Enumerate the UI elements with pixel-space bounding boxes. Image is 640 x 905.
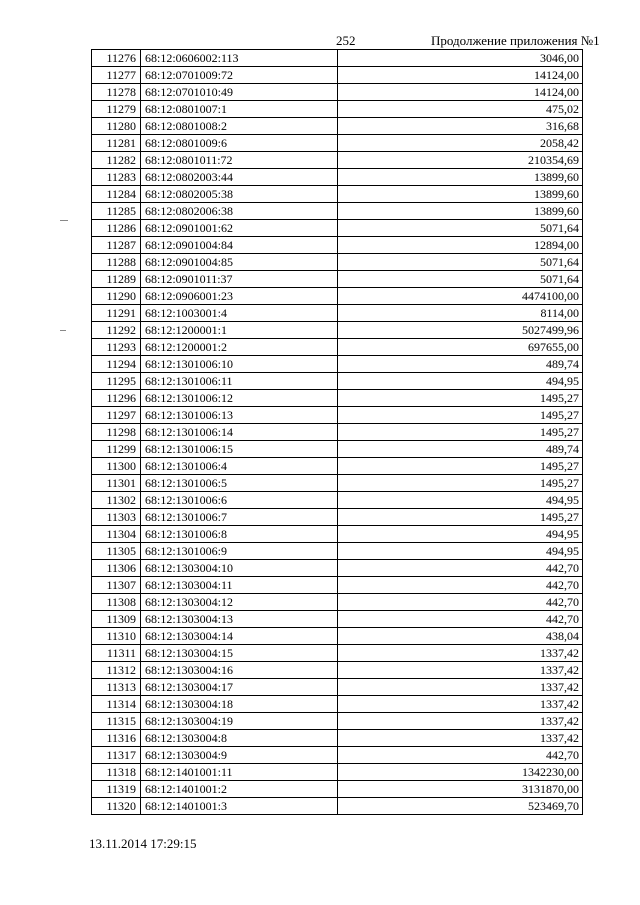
table-row	[92, 577, 583, 594]
cadastral-value-cell: 13899,60	[338, 203, 583, 220]
row-number-cell: 11278	[92, 84, 141, 101]
cadastral-number-cell: 68:12:0901004:85	[141, 254, 338, 271]
row-number-cell: 11314	[92, 696, 141, 713]
cadastral-value-cell: 12894,00	[338, 237, 583, 254]
cadastral-number-cell: 68:12:0802003:44	[141, 169, 338, 186]
cadastral-value-cell: 5071,64	[338, 271, 583, 288]
table-row	[92, 373, 583, 390]
cadastral-value-cell: 1495,27	[338, 509, 583, 526]
cadastral-value-cell: 489,74	[338, 356, 583, 373]
row-number-cell: 11296	[92, 390, 141, 407]
cadastral-number-cell: 68:12:0801007:1	[141, 101, 338, 118]
row-number-cell: 11308	[92, 594, 141, 611]
table-row	[92, 628, 583, 645]
table-row	[92, 730, 583, 747]
table-row	[92, 509, 583, 526]
row-number-cell: 11309	[92, 611, 141, 628]
cadastral-number-cell: 68:12:0801011:72	[141, 152, 338, 169]
cadastral-number-cell: 68:12:1301006:7	[141, 509, 338, 526]
cadastral-value-cell: 438,04	[338, 628, 583, 645]
row-number-cell: 11306	[92, 560, 141, 577]
cadastral-number-cell: 68:12:1303004:19	[141, 713, 338, 730]
cadastral-value-cell: 316,68	[338, 118, 583, 135]
row-number-cell: 11298	[92, 424, 141, 441]
cadastral-value-cell: 1337,42	[338, 662, 583, 679]
cadastral-value-cell: 5027499,96	[338, 322, 583, 339]
cadastral-value-cell: 4474100,00	[338, 288, 583, 305]
table-row	[92, 441, 583, 458]
cadastral-number-cell: 68:12:1303004:13	[141, 611, 338, 628]
row-number-cell: 11312	[92, 662, 141, 679]
cadastral-number-cell: 68:12:1303004:12	[141, 594, 338, 611]
cadastral-value-cell: 1495,27	[338, 475, 583, 492]
row-number-cell: 11277	[92, 67, 141, 84]
cadastral-number-cell: 68:12:1301006:13	[141, 407, 338, 424]
cadastral-value-cell: 697655,00	[338, 339, 583, 356]
cadastral-number-cell: 68:12:0801009:6	[141, 135, 338, 152]
cadastral-number-cell: 68:12:1303004:15	[141, 645, 338, 662]
cadastral-value-cell: 2058,42	[338, 135, 583, 152]
row-number-cell: 11299	[92, 441, 141, 458]
row-number-cell: 11320	[92, 798, 141, 815]
cadastral-value-cell: 210354,69	[338, 152, 583, 169]
cadastral-number-cell: 68:12:1303004:17	[141, 679, 338, 696]
row-number-cell: 11293	[92, 339, 141, 356]
table-row	[92, 356, 583, 373]
cadastral-number-cell: 68:12:1303004:11	[141, 577, 338, 594]
cadastral-number-cell: 68:12:1301006:11	[141, 373, 338, 390]
cadastral-number-cell: 68:12:1303004:16	[141, 662, 338, 679]
row-number-cell: 11300	[92, 458, 141, 475]
table-row	[92, 322, 583, 339]
cadastral-number-cell: 68:12:0801008:2	[141, 118, 338, 135]
table-row	[92, 645, 583, 662]
row-number-cell: 11305	[92, 543, 141, 560]
table-row	[92, 458, 583, 475]
cadastral-number-cell: 68:12:0906001:23	[141, 288, 338, 305]
table-row	[92, 475, 583, 492]
row-number-cell: 11315	[92, 713, 141, 730]
cadastral-value-cell: 5071,64	[338, 254, 583, 271]
cadastral-value-cell: 1495,27	[338, 458, 583, 475]
page-number: 252	[336, 33, 356, 48]
cadastral-value-cell: 442,70	[338, 577, 583, 594]
table-row	[92, 560, 583, 577]
cadastral-value-cell: 1495,27	[338, 424, 583, 441]
cadastral-number-cell: 68:12:0701009:72	[141, 67, 338, 84]
cadastral-number-cell: 68:12:0701010:49	[141, 84, 338, 101]
cadastral-number-cell: 68:12:1303004:18	[141, 696, 338, 713]
table-row	[92, 611, 583, 628]
row-number-cell: 11290	[92, 288, 141, 305]
cadastral-value-cell: 14124,00	[338, 84, 583, 101]
cadastral-number-cell: 68:12:1301006:8	[141, 526, 338, 543]
cadastral-value-cell: 1495,27	[338, 390, 583, 407]
row-number-cell: 11287	[92, 237, 141, 254]
row-number-cell: 11280	[92, 118, 141, 135]
cadastral-value-cell: 1495,27	[338, 407, 583, 424]
row-number-cell: 11302	[92, 492, 141, 509]
row-number-cell: 11304	[92, 526, 141, 543]
table-row	[92, 713, 583, 730]
cadastral-number-cell: 68:12:1301006:6	[141, 492, 338, 509]
table-row	[92, 696, 583, 713]
row-number-cell: 11313	[92, 679, 141, 696]
cadastral-number-cell: 68:12:1301006:5	[141, 475, 338, 492]
cadastral-value-cell: 13899,60	[338, 169, 583, 186]
table-row	[92, 764, 583, 781]
cadastral-value-cell: 442,70	[338, 747, 583, 764]
cadastral-number-cell: 68:12:0901001:62	[141, 220, 338, 237]
row-number-cell: 11276	[92, 50, 141, 67]
cadastral-number-cell: 68:12:1401001:3	[141, 798, 338, 815]
table-row	[92, 271, 583, 288]
cadastral-value-cell: 1337,42	[338, 713, 583, 730]
table-row	[92, 84, 583, 101]
table-body	[92, 50, 583, 815]
cadastral-number-cell: 68:12:0802005:38	[141, 186, 338, 203]
table-row	[92, 424, 583, 441]
cadastral-number-cell: 68:12:1301006:9	[141, 543, 338, 560]
table-row	[92, 492, 583, 509]
row-number-cell: 11310	[92, 628, 141, 645]
cadastral-value-cell: 442,70	[338, 594, 583, 611]
table-row	[92, 220, 583, 237]
scan-artifact	[60, 330, 66, 331]
cadastral-value-cell: 5071,64	[338, 220, 583, 237]
cadastral-value-cell: 489,74	[338, 441, 583, 458]
row-number-cell: 11297	[92, 407, 141, 424]
cadastral-number-cell: 68:12:1303004:14	[141, 628, 338, 645]
table-row	[92, 50, 583, 67]
row-number-cell: 11284	[92, 186, 141, 203]
cadastral-number-cell: 68:12:1401001:11	[141, 764, 338, 781]
table-row	[92, 747, 583, 764]
cadastral-number-cell: 68:12:0606002:113	[141, 50, 338, 67]
table-row	[92, 781, 583, 798]
row-number-cell: 11291	[92, 305, 141, 322]
cadastral-value-cell: 3131870,00	[338, 781, 583, 798]
table-row	[92, 339, 583, 356]
cadastral-value-cell: 1342230,00	[338, 764, 583, 781]
cadastral-value-cell: 523469,70	[338, 798, 583, 815]
row-number-cell: 11318	[92, 764, 141, 781]
cadastral-number-cell: 68:12:1301006:14	[141, 424, 338, 441]
table-row	[92, 237, 583, 254]
table-row	[92, 407, 583, 424]
cadastral-value-cell: 3046,00	[338, 50, 583, 67]
cadastral-value-cell: 1337,42	[338, 730, 583, 747]
row-number-cell: 11279	[92, 101, 141, 118]
row-number-cell: 11295	[92, 373, 141, 390]
cadastral-number-cell: 68:12:1301006:10	[141, 356, 338, 373]
row-number-cell: 11286	[92, 220, 141, 237]
cadastral-number-cell: 68:12:1301006:15	[141, 441, 338, 458]
row-number-cell: 11319	[92, 781, 141, 798]
print-timestamp: 13.11.2014 17:29:15	[89, 836, 197, 851]
table-row	[92, 101, 583, 118]
cadastral-value-cell: 8114,00	[338, 305, 583, 322]
table-row	[92, 543, 583, 560]
cadastral-value-cell: 442,70	[338, 611, 583, 628]
table-row	[92, 390, 583, 407]
table-row	[92, 118, 583, 135]
table-row	[92, 662, 583, 679]
cadastral-value-cell: 475,02	[338, 101, 583, 118]
cadastral-number-cell: 68:12:1200001:2	[141, 339, 338, 356]
cadastral-number-cell: 68:12:0901004:84	[141, 237, 338, 254]
table-row	[92, 679, 583, 696]
cadastral-value-cell: 494,95	[338, 373, 583, 390]
row-number-cell: 11289	[92, 271, 141, 288]
table-row	[92, 203, 583, 220]
table-row	[92, 254, 583, 271]
cadastral-number-cell: 68:12:1303004:9	[141, 747, 338, 764]
row-number-cell: 11307	[92, 577, 141, 594]
cadastral-value-cell: 14124,00	[338, 67, 583, 84]
cadastral-value-cell: 1337,42	[338, 679, 583, 696]
row-number-cell: 11317	[92, 747, 141, 764]
table-row	[92, 594, 583, 611]
row-number-cell: 11292	[92, 322, 141, 339]
row-number-cell: 11288	[92, 254, 141, 271]
cadastral-value-cell: 13899,60	[338, 186, 583, 203]
cadastral-number-cell: 68:12:1301006:4	[141, 458, 338, 475]
table-row	[92, 135, 583, 152]
cadastral-number-cell: 68:12:1303004:8	[141, 730, 338, 747]
row-number-cell: 11316	[92, 730, 141, 747]
row-number-cell: 11282	[92, 152, 141, 169]
cadastral-value-cell: 494,95	[338, 543, 583, 560]
cadastral-number-cell: 68:12:1303004:10	[141, 560, 338, 577]
cadastral-number-cell: 68:12:1003001:4	[141, 305, 338, 322]
cadastral-number-cell: 68:12:1401001:2	[141, 781, 338, 798]
table-row	[92, 305, 583, 322]
table-row	[92, 152, 583, 169]
cadastral-number-cell: 68:12:0802006:38	[141, 203, 338, 220]
table-row	[92, 67, 583, 84]
cadastral-value-cell: 1337,42	[338, 696, 583, 713]
table-row	[92, 798, 583, 815]
row-number-cell: 11281	[92, 135, 141, 152]
table-row	[92, 526, 583, 543]
row-number-cell: 11301	[92, 475, 141, 492]
appendix-title: Продолжение приложения №1	[431, 33, 600, 48]
table-row	[92, 186, 583, 203]
cadastral-number-cell: 68:12:1200001:1	[141, 322, 338, 339]
row-number-cell: 11303	[92, 509, 141, 526]
table-row	[92, 169, 583, 186]
row-number-cell: 11294	[92, 356, 141, 373]
row-number-cell: 11311	[92, 645, 141, 662]
table-row	[92, 288, 583, 305]
cadastral-number-cell: 68:12:0901011:37	[141, 271, 338, 288]
cadastral-value-cell: 494,95	[338, 492, 583, 509]
cadastral-value-cell: 442,70	[338, 560, 583, 577]
cadastral-number-cell: 68:12:1301006:12	[141, 390, 338, 407]
cadastral-value-cell: 1337,42	[338, 645, 583, 662]
scan-artifact	[60, 220, 68, 221]
row-number-cell: 11285	[92, 203, 141, 220]
cadastral-value-cell: 494,95	[338, 526, 583, 543]
cadastral-value-table	[91, 49, 583, 815]
row-number-cell: 11283	[92, 169, 141, 186]
